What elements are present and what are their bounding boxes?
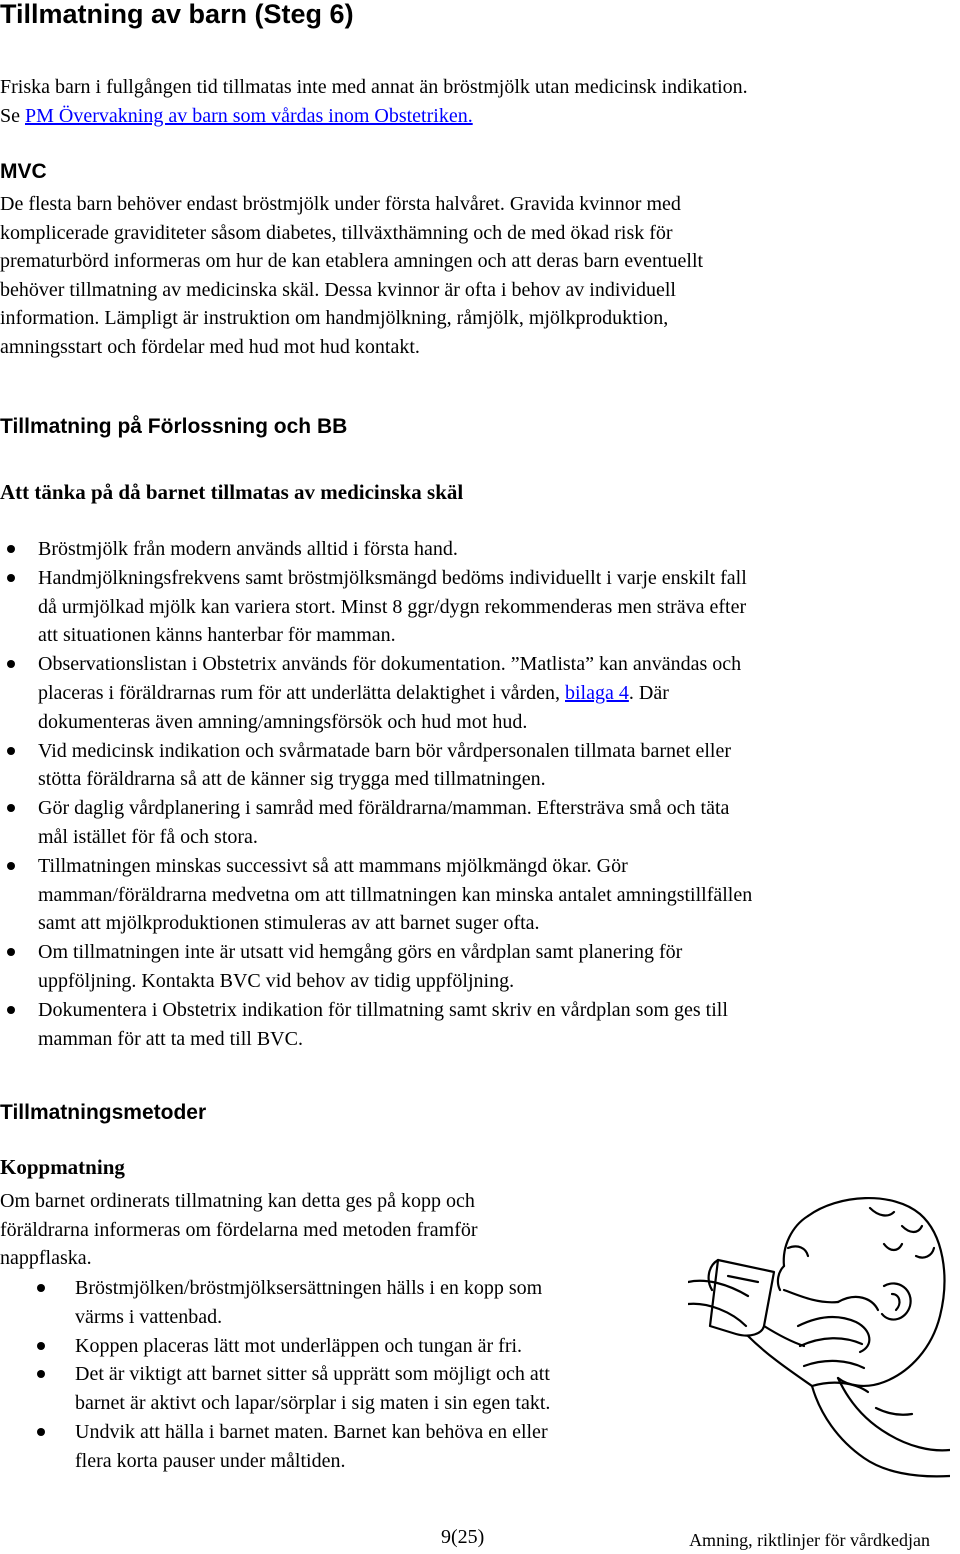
bullet-icon	[37, 1284, 45, 1292]
list-item	[38, 996, 928, 1054]
metoder-heading: Tillmatningsmetoder	[0, 1101, 207, 1124]
forlossning-heading: Tillmatning på Förlossning och BB	[0, 415, 348, 438]
bullet-icon	[7, 804, 15, 812]
list-item-text: stötta föräldrarna så att de känner sig trygga med tillmatningen.	[38, 768, 546, 791]
list-item	[38, 564, 928, 650]
intro-line-2	[0, 102, 930, 131]
footer-document-title: Amning, riktlinjer för vårdkedjan	[689, 1530, 930, 1550]
koppmatning-intro-line: nappflaska.	[0, 1247, 92, 1270]
list-item-text: Vid medicinsk indikation och svårmatade barn bör vårdpersonalen tillmata barnet eller	[38, 739, 732, 762]
bullet-icon	[7, 1006, 15, 1014]
list-item-text: Om tillmatningen inte är utsatt vid hemgång görs en vårdplan samt planering för	[38, 941, 683, 964]
bullet-icon	[7, 660, 15, 668]
bullet-icon	[7, 574, 15, 582]
forlossning-subheading: Att tänka på då barnet tillmatas av medicinska skäl	[0, 480, 464, 504]
koppmatning-bullet-list	[75, 1274, 675, 1476]
list-item	[38, 794, 928, 852]
list-item-text: Observationslistan i Obstetrix används för dokumentation. ”Matlista” kan användas och	[38, 653, 742, 676]
bullet-icon	[7, 545, 15, 553]
list-item-text	[38, 679, 928, 708]
list-item	[38, 852, 928, 938]
list-item-text: att situationen känns hanterbar för mamman.	[38, 624, 396, 647]
list-item-text: Dokumentera i Obstetrix indikation för tillmatning samt skriv en vårdplan som ges till	[38, 998, 728, 1021]
list-item	[38, 737, 928, 795]
list-item-text: då urmjölkad mjölk kan variera stort. Minst 8 ggr/dygn rekommenderas men sträva efter	[38, 595, 747, 618]
mvc-paragraph	[0, 190, 930, 362]
bilaga-4-link[interactable]: bilaga 4	[565, 681, 629, 704]
list-item	[75, 1332, 675, 1361]
list-item-text: dokumenteras även amning/amningsförsök och hud mot hud.	[38, 710, 528, 733]
mvc-line: information. Lämpligt är instruktion om handmjölkning, råmjölk, mjölkproduktion,	[0, 307, 669, 330]
list-item-text: Undvik att hälla i barnet maten. Barnet kan behöva en eller	[75, 1420, 548, 1443]
list-item	[75, 1360, 675, 1418]
list-item-text: Koppen placeras lätt mot underläppen och tungan är fri.	[75, 1334, 523, 1357]
list-item-text: mamman för att ta med till BVC.	[38, 1027, 303, 1050]
bullet-icon	[37, 1428, 45, 1436]
cup-feeding-illustration	[688, 1186, 950, 1478]
list-item-text: Gör daglig vårdplanering i samråd med föräldrarna/mamman. Eftersträva små och täta	[38, 797, 730, 820]
bullet-icon	[7, 862, 15, 870]
page-number: 9(25)	[441, 1526, 485, 1548]
list-item	[75, 1274, 675, 1332]
koppmatning-intro-line: Om barnet ordinerats tillmatning kan detta ges på kopp och	[0, 1190, 475, 1212]
koppmatning-intro-line: föräldrarna informeras om fördelarna med metoden framför	[0, 1218, 478, 1241]
bullet-icon	[7, 747, 15, 755]
mvc-line: behöver tillmatning av medicinska skäl. Dessa kvinnor är ofta i behov av individuell	[0, 278, 676, 301]
intro-paragraph	[0, 73, 930, 130]
koppmatning-heading: Koppmatning	[0, 1155, 125, 1179]
list-item-text: Bröstmjölk från modern används alltid i första hand.	[38, 538, 458, 560]
bullet-icon	[37, 1342, 45, 1350]
page-title: Tillmatning av barn (Steg 6)	[0, 0, 354, 29]
koppmatning-intro	[0, 1187, 640, 1273]
intro-line-1: Friska barn i fullgången tid tillmatas inte med annat än bröstmjölk utan medicinsk indikation.	[0, 76, 748, 98]
list-item-text: mål istället för få och stora.	[38, 825, 258, 848]
list-item-text: Handmjölkningsfrekvens samt bröstmjölksmängd bedöms individuellt i varje enskilt fall	[38, 566, 747, 589]
list-item-text: Det är viktigt att barnet sitter så upprätt som möjligt och att	[75, 1363, 550, 1386]
list-item-text: barnet är aktivt och lapar/sörplar i sig maten i sin egen takt.	[75, 1392, 551, 1415]
list-item-text-suffix: . Där	[628, 681, 669, 704]
list-item	[38, 535, 928, 564]
list-item	[38, 938, 928, 996]
mvc-line: komplicerade graviditeter såsom diabetes, tillväxthämning och de med ökad risk för	[0, 221, 673, 244]
list-item	[38, 650, 928, 736]
mvc-line: De flesta barn behöver endast bröstmjölk under första halvåret. Gravida kvinnor med	[0, 193, 681, 215]
list-item-text: Tillmatningen minskas successivt så att mammans mjölkmängd ökar. Gör	[38, 854, 628, 877]
mvc-line: amningsstart och fördelar med hud mot hud kontakt.	[0, 335, 420, 358]
list-item-text: värms i vattenbad.	[75, 1305, 223, 1328]
list-item	[75, 1418, 675, 1476]
intro-line-2-prefix: Se	[0, 104, 25, 127]
mvc-heading: MVC	[0, 160, 47, 183]
mvc-line: prematurbörd informeras om hur de kan etablera amningen och att deras barn eventuellt	[0, 250, 704, 273]
forlossning-bullet-list	[38, 535, 928, 1053]
list-item-text-prefix: placeras i föräldrarnas rum för att underlätta delaktighet i vården,	[38, 681, 565, 704]
list-item-text: flera korta pauser under måltiden.	[75, 1449, 346, 1472]
bullet-icon	[7, 948, 15, 956]
list-item-text: mamman/föräldrarna medvetna om att tillmatningen kan minska antalet amningstillfällen	[38, 883, 753, 906]
list-item-text: Bröstmjölken/bröstmjölksersättningen hälls i en kopp som	[75, 1277, 543, 1299]
list-item-text: uppföljning. Kontakta BVC vid behov av tidig uppföljning.	[38, 969, 515, 992]
list-item-text: samt att mjölkproduktionen stimuleras av att barnet suger ofta.	[38, 912, 540, 935]
bullet-icon	[37, 1370, 45, 1378]
pm-obstetrik-link[interactable]: PM Övervakning av barn som vårdas inom Obstetriken.	[25, 104, 473, 127]
